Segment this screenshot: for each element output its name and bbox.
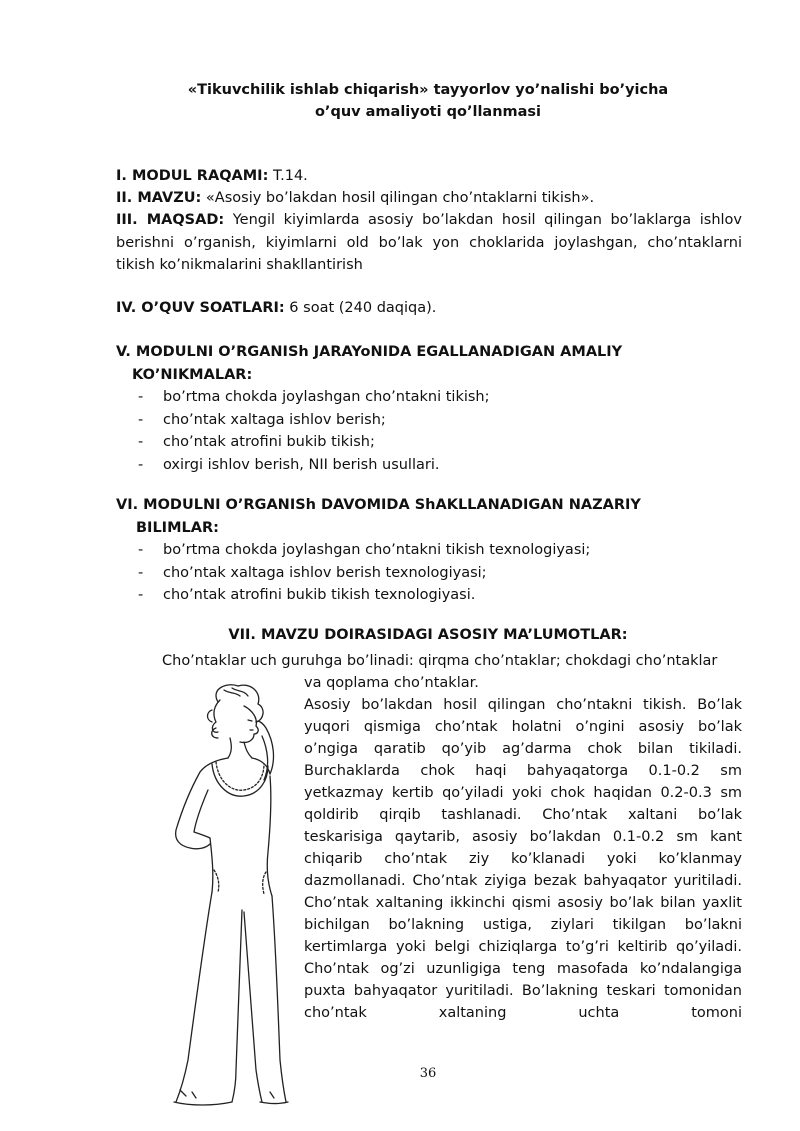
title-line-2: o’quv amaliyoti qo’llanmasi <box>314 104 542 120</box>
section-theoretical-knowledge <box>116 494 742 607</box>
practical-skills-list <box>116 386 742 476</box>
practical-skills-heading-2: KO’NIKMALAR: <box>132 366 253 383</box>
woman-jumpsuit-illustration <box>140 680 300 1110</box>
hours-label: IV. O’QUV SOATLARI: <box>116 300 285 316</box>
page-number: 36 <box>419 1066 437 1081</box>
hours-value: 6 soat (240 daqiqa). <box>284 300 437 316</box>
theoretical-knowledge-heading-2: BILIMLAR: <box>136 519 219 536</box>
list-item: - cho’ntak xaltaga ishlov berish; <box>138 409 742 432</box>
module-number-value: T.14. <box>268 168 308 184</box>
section-hours <box>116 297 742 320</box>
main-info-heading: VII. MAVZU DOIRASIDAGI ASOSIY MA’LUMOTLAR: <box>228 627 628 643</box>
list-item: - oxirgi ishlov berish, NII berish usullari. <box>138 454 742 477</box>
goal-label: III. MAQSAD: <box>116 212 225 228</box>
main-info-intro-1: Cho’ntaklar uch guruhga bo’linadi: qirqma cho’ntaklar; chokdagi cho’ntaklar <box>162 653 718 669</box>
topic-label: II. MAVZU: <box>116 190 202 206</box>
main-info-paragraph: Asosiy bo’lakdan hosil qilingan cho’ntakni tikish. Bo’lak yuqori qismiga cho’ntak holatni o’ngini asosiy bo’lak o’ngiga qaratib qo’yib ag’darma chok bilan tikiladi. Burchaklarda chok haqi bahyaqatorga 0.1-0.2 sm yetkazmay kertib qo’yiladi yoki chok haqidan 0.2-0.3 sm qoldirib qirqib tashlanadi. Cho’ntak xaltani bo’lak teskarisiga qaytarib, asosiy bo’lakdan 0.1-0.2 sm kant chiqarib cho’ntak ziy ko’klanadi yoki ko’klanmay dazmollanadi. Cho’ntak ziyiga bezak bahyaqator yuritiladi. Cho’ntak xaltaning ikkinchi qismi asosiy bo’lak bilan yaxlit bichilgan bo’lakning ustiga, ziylari tikilgan bo’lakni kertimlarga yoki belgi chiziqlarga to’g’ri keltirib qo’yiladi. Cho’ntak og’zi uzunligiga teng masofada ko’ndalangiga puxta bahyaqator yuritiladi. Bo’lakning teskari tomonidan cho’ntak xaltaning uchta tomoni <box>304 697 742 1021</box>
title-line-1: «Tikuvchilik ishlab chiqarish» tayyorlov yo’nalishi bo’yicha <box>187 82 669 98</box>
list-item: - bo’rtma chokda joylashgan cho’ntakni tikish texnologiyasi; <box>138 539 742 562</box>
theoretical-knowledge-list <box>116 539 742 607</box>
list-item: - bo’rtma chokda joylashgan cho’ntakni tikish; <box>138 386 742 409</box>
document-title <box>0 79 800 123</box>
module-number-label: I. MODUL RAQAMI: <box>116 168 269 184</box>
topic-value: «Asosiy bo’lakdan hosil qilingan cho’ntaklarni tikish». <box>201 190 595 206</box>
list-item: - cho’ntak xaltaga ishlov berish texnologiyasi; <box>138 562 742 585</box>
section-goal <box>116 209 742 277</box>
main-info-intro-2: va qoplama cho’ntaklar. <box>304 675 479 691</box>
section-practical-skills <box>116 341 742 476</box>
list-item: - cho’ntak atrofini bukib tikish; <box>138 431 742 454</box>
goal-text: Yengil kiyimlarda asosiy bo’lakdan hosil qilingan bo’laklarga ishlov berishni o’rganish, kiyimlarni old bo’lak yon choklarida joylashgan, cho’ntaklarni tikish ko’nikmalarini shakllantirish <box>116 212 742 273</box>
practical-skills-heading-1: V. MODULNI O’RGANISh JARAYoNIDA EGALLANADIGAN AMALIY <box>116 344 623 360</box>
section-module-number <box>116 165 742 188</box>
list-item: - cho’ntak atrofini bukib tikish texnologiyasi. <box>138 584 742 607</box>
theoretical-knowledge-heading-1: VI. MODULNI O’RGANISh DAVOMIDA ShAKLLANADIGAN NAZARIY <box>116 497 641 513</box>
section-topic <box>116 187 742 210</box>
